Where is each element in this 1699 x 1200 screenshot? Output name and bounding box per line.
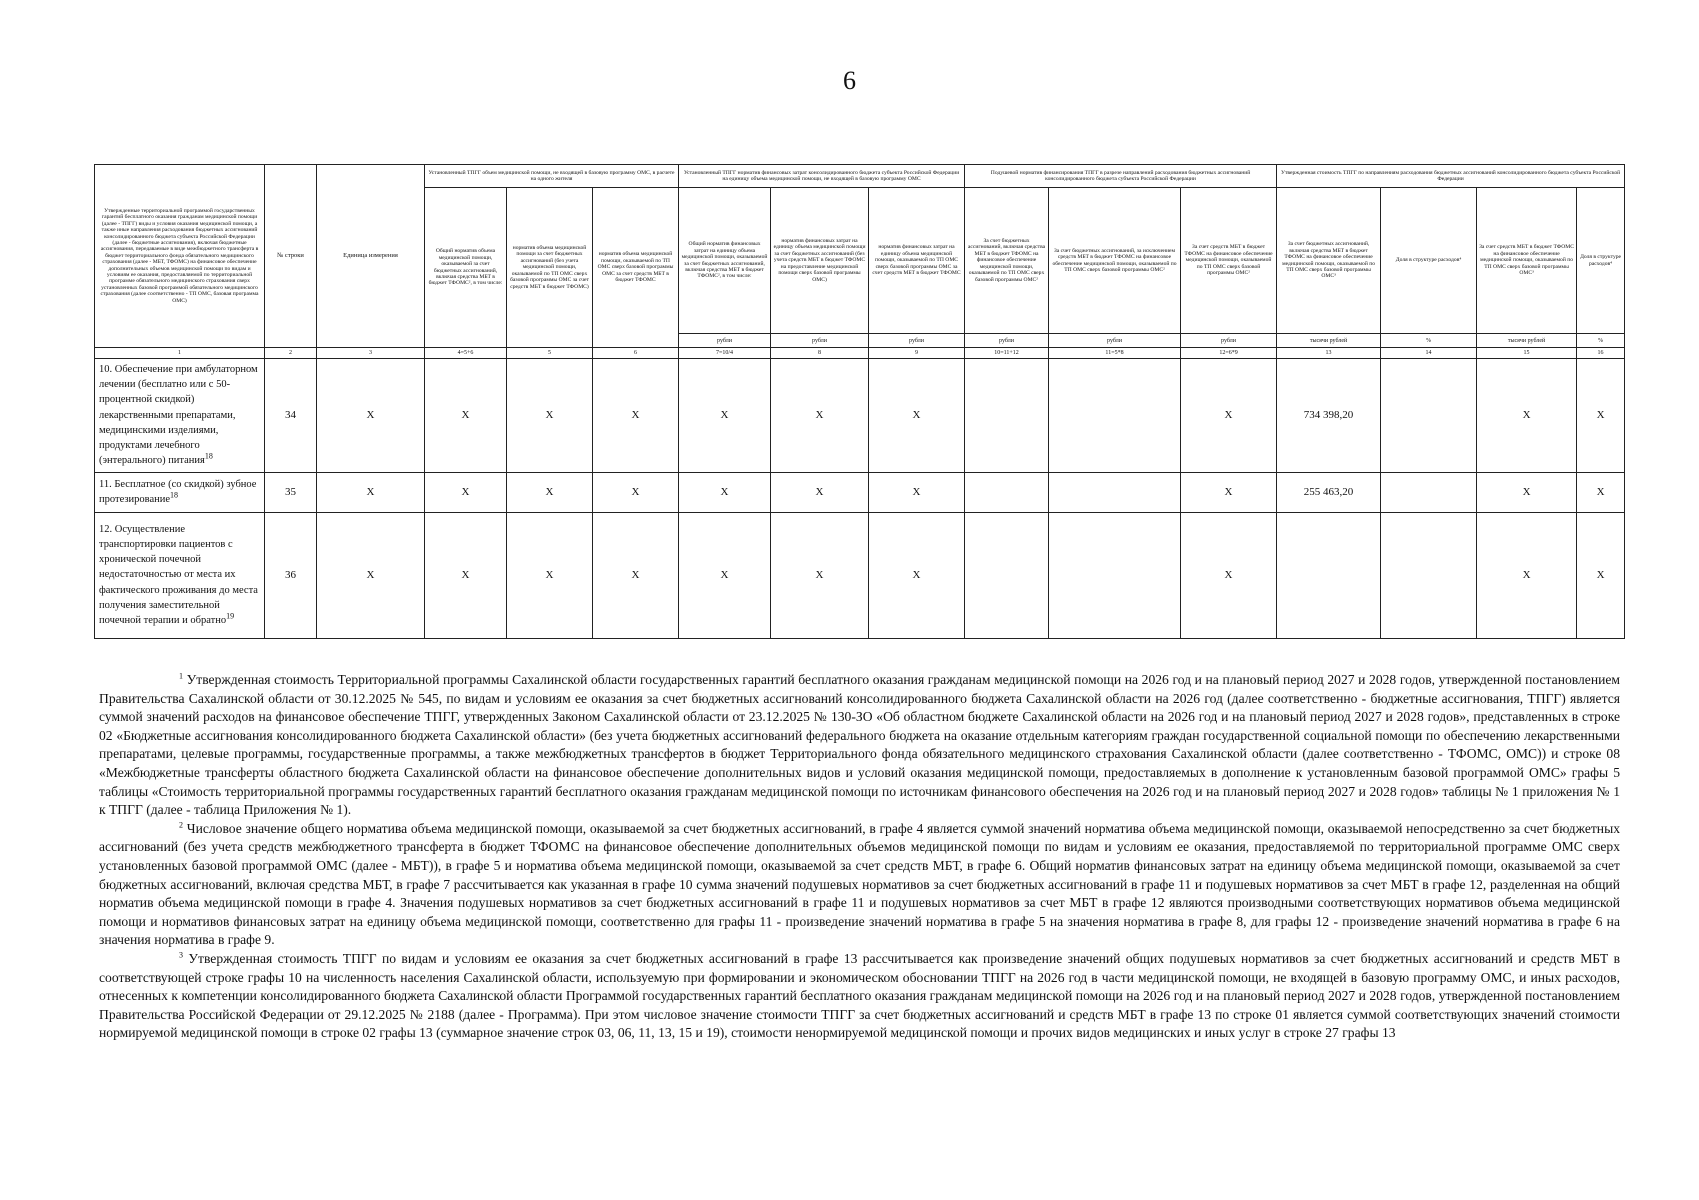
header-col9: норматив финансовых затрат на единицу объема медицинской помощи, оказываемой по ТП ОМС сверх базовой программы ОМС за счет средств МБТ в бюджет ТФОМС (869, 188, 965, 334)
column-number: 6 (593, 348, 679, 359)
table-cell (1381, 472, 1477, 512)
table-row (95, 512, 1625, 638)
column-number: 4=5+6 (425, 348, 507, 359)
footnote-text: Утвержденная стоимость Территориальной программы Сахалинской области государственных гарантий бесплатного оказания гражданам медицинской помощи на 2026 год и на плановый период 2027 и 2028 годов, утвержденной постановлением Правительства Сахалинской области от 30.12.2025 № 545, по видам и условиям ее оказания за счет бюджетных ассигнований консолидированного бюджета Сахалинской области на 2026 год (далее соответственно - бюджетные ассигнования, ТПГГ) является суммой значений расходов на финансовое обеспечение ТПГГ, утвержденных Законом Сахалинской области от 23.12.2025 № 130-ЗО «Об областном бюджете Сахалинской области на 2026 год и на плановый период 2027 и 2028 годов», представленных в строке 02 «Бюджетные ассигнования консолидированного бюджета Сахалинской области» (без учета бюджетных ассигнований федерального бюджета на оказание отдельным категориям граждан государственной социальной помощи по обеспечению лекарственными препаратами, целевые программы, государственные программы, а также межбюджетных трансфертов в бюджет Территориального фонда обязательного медицинского страхования Сахалинской области (далее соответственно - ТФОМС, ОМС)) и строке 08 «Межбюджетные трансферты областного бюджета Сахалинской области на финансовое обеспечение дополнительных видов и условий оказания медицинской помощи, предоставляемых в дополнение к установленным базовой программой ОМС» графы 5 таблицы «Стоимость территориальной программы государственных гарантий бесплатного оказания гражданам медицинской помощи по источникам финансового обеспечения на 2026 год и на плановый период 2027 и 2028 годов» таблицы № 1 приложения № 1 к ТПГГ (далее - таблица Приложения № 1). (99, 672, 1621, 818)
table-cell: Х (1181, 359, 1277, 473)
unit-cell: рубли (869, 334, 965, 348)
column-number: 11=5*8 (1049, 348, 1181, 359)
footnote (99, 950, 1620, 1043)
table-cell: Х (679, 512, 771, 638)
table-cell: Х (869, 472, 965, 512)
table-cell: Х (425, 472, 507, 512)
unit-cell: % (1577, 334, 1625, 348)
table-cell: Х (679, 472, 771, 512)
column-number: 5 (507, 348, 593, 359)
column-number: 2 (265, 348, 317, 359)
table-cell (1381, 512, 1477, 638)
footnote-text: Утвержденная стоимость ТПГГ по видам и условиям ее оказания за счет бюджетных ассигнований в графе 13 рассчитывается как произведение значений общих подушевых нормативов за счет бюджетных ассигнований и средств МБТ в соответствующей строке графы 10 на численность населения Сахалинской области, используемую при формировании и экономическом обосновании ТПГГ на 2026 год в части медицинской помощи, не входящей в базовую программу ОМС, и иных расходов, отнесенных к компетенции консолидированного бюджета Сахалинской области Программой государственных гарантий бесплатного оказания гражданам медицинской помощи на 2026 год и на плановый период 2027 и 2028 годов, утвержденной постановлением Правительства Российской Федерации от 29.12.2025 № 2188 (далее - Программа). При этом числовое значение стоимости ТПГГ за счет бюджетных ассигнований и средств МБТ в графе 13 по строке 01 является суммой соответствующих значений стоимости нормируемой медицинской помощи в строке 02 графы 13 (суммарное значение строк 03, 06, 11, 13, 15 и 19), стоимости ненормируемой медицинской помощи и прочих видов медицинских и иных услуг в строке 27 графы 13 (99, 950, 1620, 1041)
unit-cell: рубли (679, 334, 771, 348)
column-number: 16 (1577, 348, 1625, 359)
table-cell: Х (1477, 512, 1577, 638)
header-col12: За счет средств МБТ в бюджет ТФОМС на финансовое обеспечение медицинской помощи, оказываемой по ТП ОМС сверх базовой программы ОМС² (1181, 188, 1277, 334)
table-cell: Х (771, 512, 869, 638)
header-col8: норматив финансовых затрат на единицу объема медицинской помощи за счет бюджетных ассигнований (без учета средств МБТ в бюджет ТФОМС на предоставление медицинской помощи сверх базовой программы ОМС) (771, 188, 869, 334)
column-number: 10=11+12 (965, 348, 1049, 359)
table-cell (965, 359, 1049, 473)
column-number: 12=6*9 (1181, 348, 1277, 359)
table-cell: Х (679, 359, 771, 473)
table-cell: Х (1577, 359, 1625, 473)
table-cell: Х (869, 359, 965, 473)
table-row (95, 472, 1625, 512)
table-cell: Х (1477, 359, 1577, 473)
header-col2: № строки (265, 165, 317, 348)
column-numbers-row (95, 348, 1625, 359)
table-cell: Х (1477, 472, 1577, 512)
table-cell (1049, 512, 1181, 638)
table-cell: Х (593, 359, 679, 473)
header-col15: За счет средств МБТ в бюджет ТФОМС на финансовое обеспечение медицинской помощи, оказываемой по ТП ОМС сверх базовой программы ОМС³ (1477, 188, 1577, 334)
table-cell (1049, 472, 1181, 512)
column-number: 13 (1277, 348, 1381, 359)
row-number: 36 (265, 512, 317, 638)
table-cell: Х (317, 472, 425, 512)
unit-cell: рубли (1181, 334, 1277, 348)
table-cell (1049, 359, 1181, 473)
row-name-cell (95, 472, 265, 512)
unit-cell: рубли (771, 334, 869, 348)
header-row-1 (95, 165, 1625, 188)
footnote-ref: 18 (170, 490, 179, 500)
row-name: 10. Обеспечение при амбулаторном лечении (бесплатно или с 50- процентной скидкой) лекарственными препаратами, медицинскими изделиями, продуктами лечебного (энтерального) питания (99, 364, 258, 467)
table-cell: Х (507, 512, 593, 638)
footnote-mark: 1 (179, 671, 183, 681)
header-col3: Единица измерения (317, 165, 425, 348)
table-cell: 255 463,20 (1277, 472, 1381, 512)
footnote-ref: 18 (204, 451, 213, 461)
column-number: 14 (1381, 348, 1477, 359)
financing-table (94, 164, 1625, 639)
unit-cell: % (1381, 334, 1477, 348)
header-col4: Общий норматив объема медицинской помощи, оказываемой за счет бюджетных ассигнований, включая средства МБТ в бюджет ТФОМС², в том числе: (425, 188, 507, 348)
header-col14: Доля в структуре расходов⁴ (1381, 188, 1477, 334)
header-col10: За счет бюджетных ассигнований, включая средства МБТ в бюджет ТФОМС на финансовое обеспечение медицинской помощи, оказываемой по ТП ОМС сверх базовой программы ОМС² (965, 188, 1049, 334)
table-cell: Х (1181, 472, 1277, 512)
table-row (95, 359, 1625, 473)
header-col1: Утвержденные территориальной программой государственных гарантий бесплатного оказания гражданам медицинской помощи (далее - ТПГГ) виды и условия оказания медицинской помощи, а также иные направления расходования бюджетных ассигнований консолидированного бюджета субъекта Российской Федерации (далее - бюджетные ассигнования), включая бюджетные ассигнования, передаваемые в виде межбюджетного трансферта в бюджет территориального фонда обязательного медицинского страхования (далее - МБТ, ТФОМС) на финансовое обеспечение дополнительных объемов медицинской помощи по видам и условиям ее оказания, предоставляемой по территориальной программе обязательного медицинского страхования сверх установленных базовой программой обязательного медицинского страхования (далее соответственно - ТП ОМС, базовая программа ОМС) (95, 165, 265, 348)
footnote-text: Числовое значение общего норматива объема медицинской помощи, оказываемой за счет бюджетных ассигнований, в графе 4 является суммой значений норматива объема медицинской помощи, оказываемой непосредственно за счет бюджетных ассигнований (без учета средств межбюджетного трансферта в бюджет ТФОМС на финансовое обеспечение дополнительных объемов медицинской помощи по видам и условиям ее оказания, предоставляемой по территориальной программе ОМС сверх установленных базовой программой ОМС (далее - МБТ)), в графе 5 и норматива объема медицинской помощи, оказываемой за счет средств МБТ, в графе 6. Общий норматив финансовых затрат на единицу объема медицинской помощи, оказываемой за счет бюджетных ассигнований, включая средства МБТ, в графе 7 рассчитывается как указанная в графе 10 сумма значений подушевых нормативов за счет бюджетных ассигнований в графе 11 и подушевых нормативов за счет МБТ в графе 12, разделенная на общий норматив объема медицинской помощи в графе 4. Значения подушевых нормативов за счет бюджетных ассигнований в графе 11 и подушевых нормативов за счет МБТ в графе 12 являются производными соответствующих нормативов объема медицинской помощи и нормативов финансовых затрат на единицу объема медицинской помощи, соответственно для графы 11 - произведение значений норматива в графе 5 на значения норматива в графе 8, для графы 12 - произведение значений норматива в графе 6 на значения норматива в графе 9. (99, 820, 1620, 948)
footnote-ref: 19 (226, 611, 235, 621)
footnotes (99, 671, 1620, 1043)
header-col16: Доля в структуре расходов⁴ (1577, 188, 1625, 334)
table-cell (1277, 512, 1381, 638)
column-number: 9 (869, 348, 965, 359)
header-col11: За счет бюджетных ассигнований, за исключением средств МБТ в бюджет ТФОМС на финансовое обеспечение медицинской помощи, оказываемой по ТП ОМС сверх базовой программы ОМС² (1049, 188, 1181, 334)
footnote-mark: 3 (179, 950, 183, 960)
table-cell (965, 472, 1049, 512)
table-cell: Х (593, 512, 679, 638)
column-number: 1 (95, 348, 265, 359)
table-cell (1381, 359, 1477, 473)
row-name-cell (95, 359, 265, 473)
row-name-cell (95, 512, 265, 638)
page-number: 6 (843, 66, 856, 95)
table-cell: Х (771, 472, 869, 512)
table-cell: Х (1577, 472, 1625, 512)
header-group-volume: Установленный ТПГГ объем медицинской помощи, не входящей в базовую программу ОМС, в расчете на одного жителя (425, 165, 679, 188)
table-cell: Х (869, 512, 965, 638)
column-number: 3 (317, 348, 425, 359)
header-group-cost: Установленный ТПГГ норматив финансовых затрат консолидированного бюджета субъекта Российской Федерации на единицу объема медицинской помощи, не входящей в базовую программу ОМС (679, 165, 965, 188)
table-cell: Х (771, 359, 869, 473)
header-col13: За счет бюджетных ассигнований, включая средства МБТ в бюджет ТФОМС на финансовое обеспечение медицинской помощи, оказываемой по ТП ОМС сверх базовой программы ОМС³ (1277, 188, 1381, 334)
table-cell: Х (317, 512, 425, 638)
table-cell: Х (507, 472, 593, 512)
table-cell (965, 512, 1049, 638)
unit-cell: рубли (1049, 334, 1181, 348)
footnote (99, 820, 1620, 950)
footnote (99, 671, 1620, 820)
unit-cell: тысячи рублей (1277, 334, 1381, 348)
unit-cell: тысячи рублей (1477, 334, 1577, 348)
unit-cell: рубли (965, 334, 1049, 348)
table-cell: Х (1577, 512, 1625, 638)
header-group-per-capita: Подушевой норматив финансирования ТПГГ в разрезе направлений расходования бюджетных ассигнований консолидированного бюджета субъекта Российской Федерации (965, 165, 1277, 188)
row-number: 35 (265, 472, 317, 512)
table-cell: Х (507, 359, 593, 473)
table-cell: Х (1181, 512, 1277, 638)
row-name: 12. Осуществление транспортировки пациентов с хронической почечной недостаточностью от места их фактического проживания до места получения заместительной почечной терапии и обратно (99, 523, 258, 627)
table-cell: Х (425, 359, 507, 473)
header-col5: норматив объема медицинской помощи за счет бюджетных ассигнований (без учета медицинской помощи, оказываемой по ТП ОМС сверх базовой программы ОМС за счет средств МБТ в бюджет ТФОМС) (507, 188, 593, 348)
footnote-mark: 2 (179, 820, 183, 830)
row-number: 34 (265, 359, 317, 473)
column-number: 7=10/4 (679, 348, 771, 359)
header-group-approved-cost: Утвержденная стоимость ТПГГ по направлениям расходования бюджетных ассигнований консолидированного бюджета субъекта Российской Федерации (1277, 165, 1625, 188)
row-name: 11. Бесплатное (со скидкой) зубное протезирование (99, 478, 257, 506)
table-cell: Х (593, 472, 679, 512)
header-col7: Общий норматив финансовых затрат на единицу объема медицинской помощи, оказываемой за счет бюджетных ассигнований, включая средства МБТ в бюджет ТФОМС², в том числе: (679, 188, 771, 334)
table-cell: Х (317, 359, 425, 473)
column-number: 8 (771, 348, 869, 359)
table-cell: 734 398,20 (1277, 359, 1381, 473)
column-number: 15 (1477, 348, 1577, 359)
table-cell: Х (425, 512, 507, 638)
header-col6: норматив объема медицинской помощи, оказываемой по ТП ОМС сверх базовой программы ОМС за счет средств МБТ в бюджет ТФОМС (593, 188, 679, 348)
